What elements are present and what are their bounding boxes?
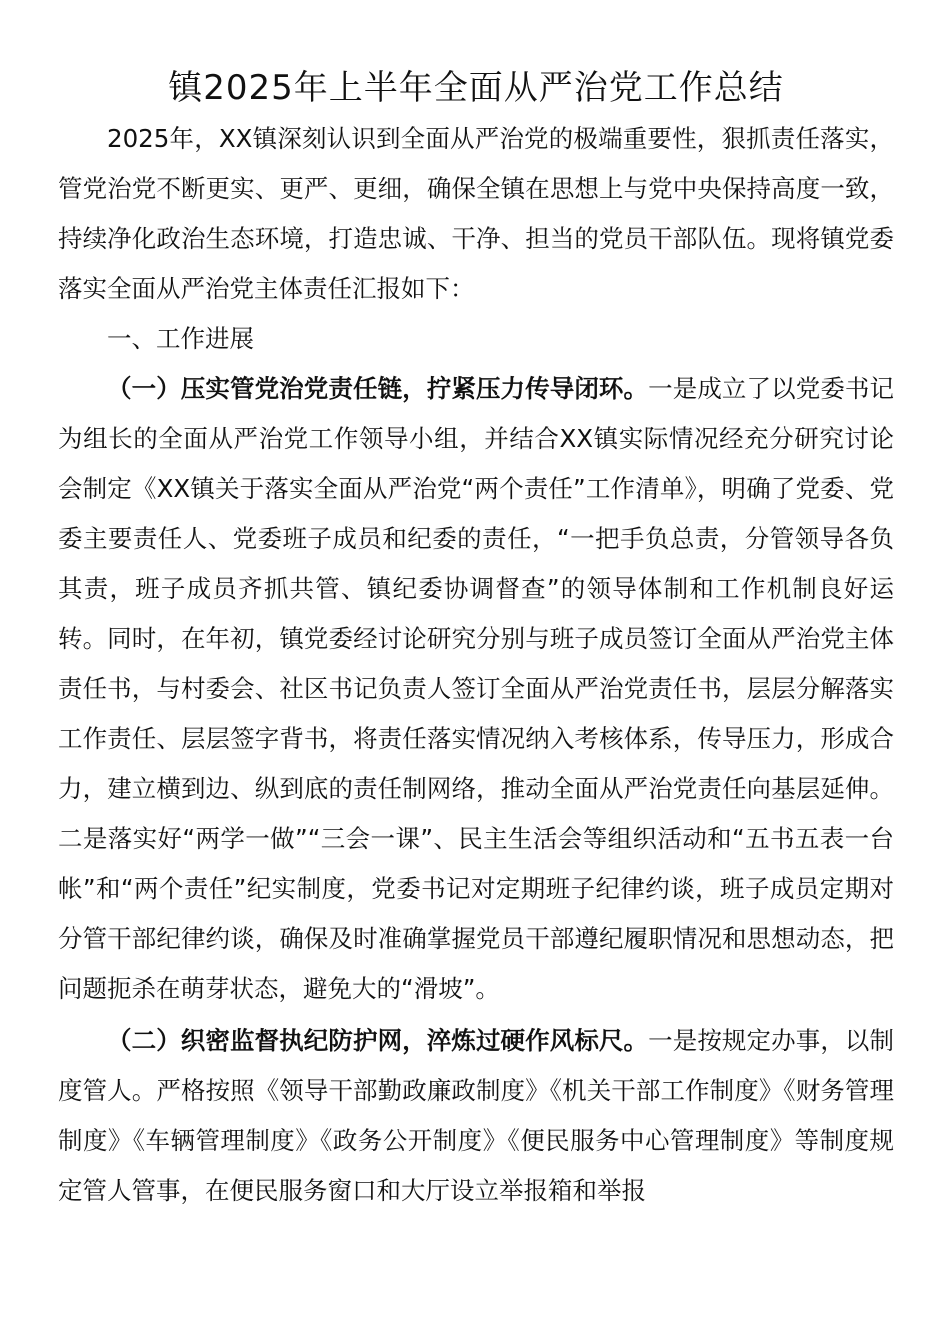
item1-body: 一是成立了以党委书记为组长的全面从严治党工作领导小组，并结合XX镇实际情况经充分研究讨论会制定《XX镇关于落实全面从严治党“两个责任”工作清单》，明确了党委、党委主要责任人、党委班子成员和纪委的责任，“一把手负总责，分管领导各负其责，班子成员齐抓共管、镇纪委协调督查”的领导体制和工作机制良好运转。同时，在年初，镇党委经讨论研究分别与班子成员签订全面从严治党主体责任书，与村委会、社区书记负责人签订全面从严治党责任书，层层分解落实工作责任、层层签字背书，将责任落实情况纳入考核体系，传导压力，形成合力，建立横到边、纵到底的责任制网络，推动全面从严治党责任向基层延伸。二是落实好“两学一做”“三会一课”、民主生活会等组织活动和“五书五表一台帐”和“两个责任”纪实制度，党委书记对定期班子纪律约谈，班子成员定期对分管干部纪律约谈，确保及时准确掌握党员干部遵纪履职情况和思想动态，把问题扼杀在萌芽状态，避免大的“滑坡”。	[58, 374, 895, 1003]
item1-paragraph	[58, 364, 894, 1014]
document-title: 镇2025年上半年全面从严治党工作总结	[168, 68, 784, 108]
intro-paragraph: 2025年，XX镇深刻认识到全面从严治党的极端重要性，狠抓责任落实，管党治党不断更实、更严、更细，确保全镇在思想上与党中央保持高度一致，持续净化政治生态环境，打造忠诚、干净、担当的党员干部队伍。现将镇党委落实全面从严治党主体责任汇报如下：	[58, 124, 894, 303]
document-page	[58, 62, 894, 1216]
item2-lead: （二）织密监督执纪防护网，淬炼过硬作风标尺。	[107, 1026, 649, 1055]
section-heading-work-progress: 一、工作进展	[107, 324, 254, 353]
item2-paragraph	[58, 1016, 894, 1216]
item2-body: 一是按规定办事，以制度管人。严格按照《领导干部勤政廉政制度》《机关干部工作制度》《财务管理制度》《车辆管理制度》《政务公开制度》《便民服务中心管理制度》等制度规定管人管事，在便民服务窗口和大厅设立举报箱和举报	[58, 1026, 895, 1205]
item1-lead: （一）压实管党治党责任链，拧紧压力传导闭环。	[107, 374, 649, 403]
